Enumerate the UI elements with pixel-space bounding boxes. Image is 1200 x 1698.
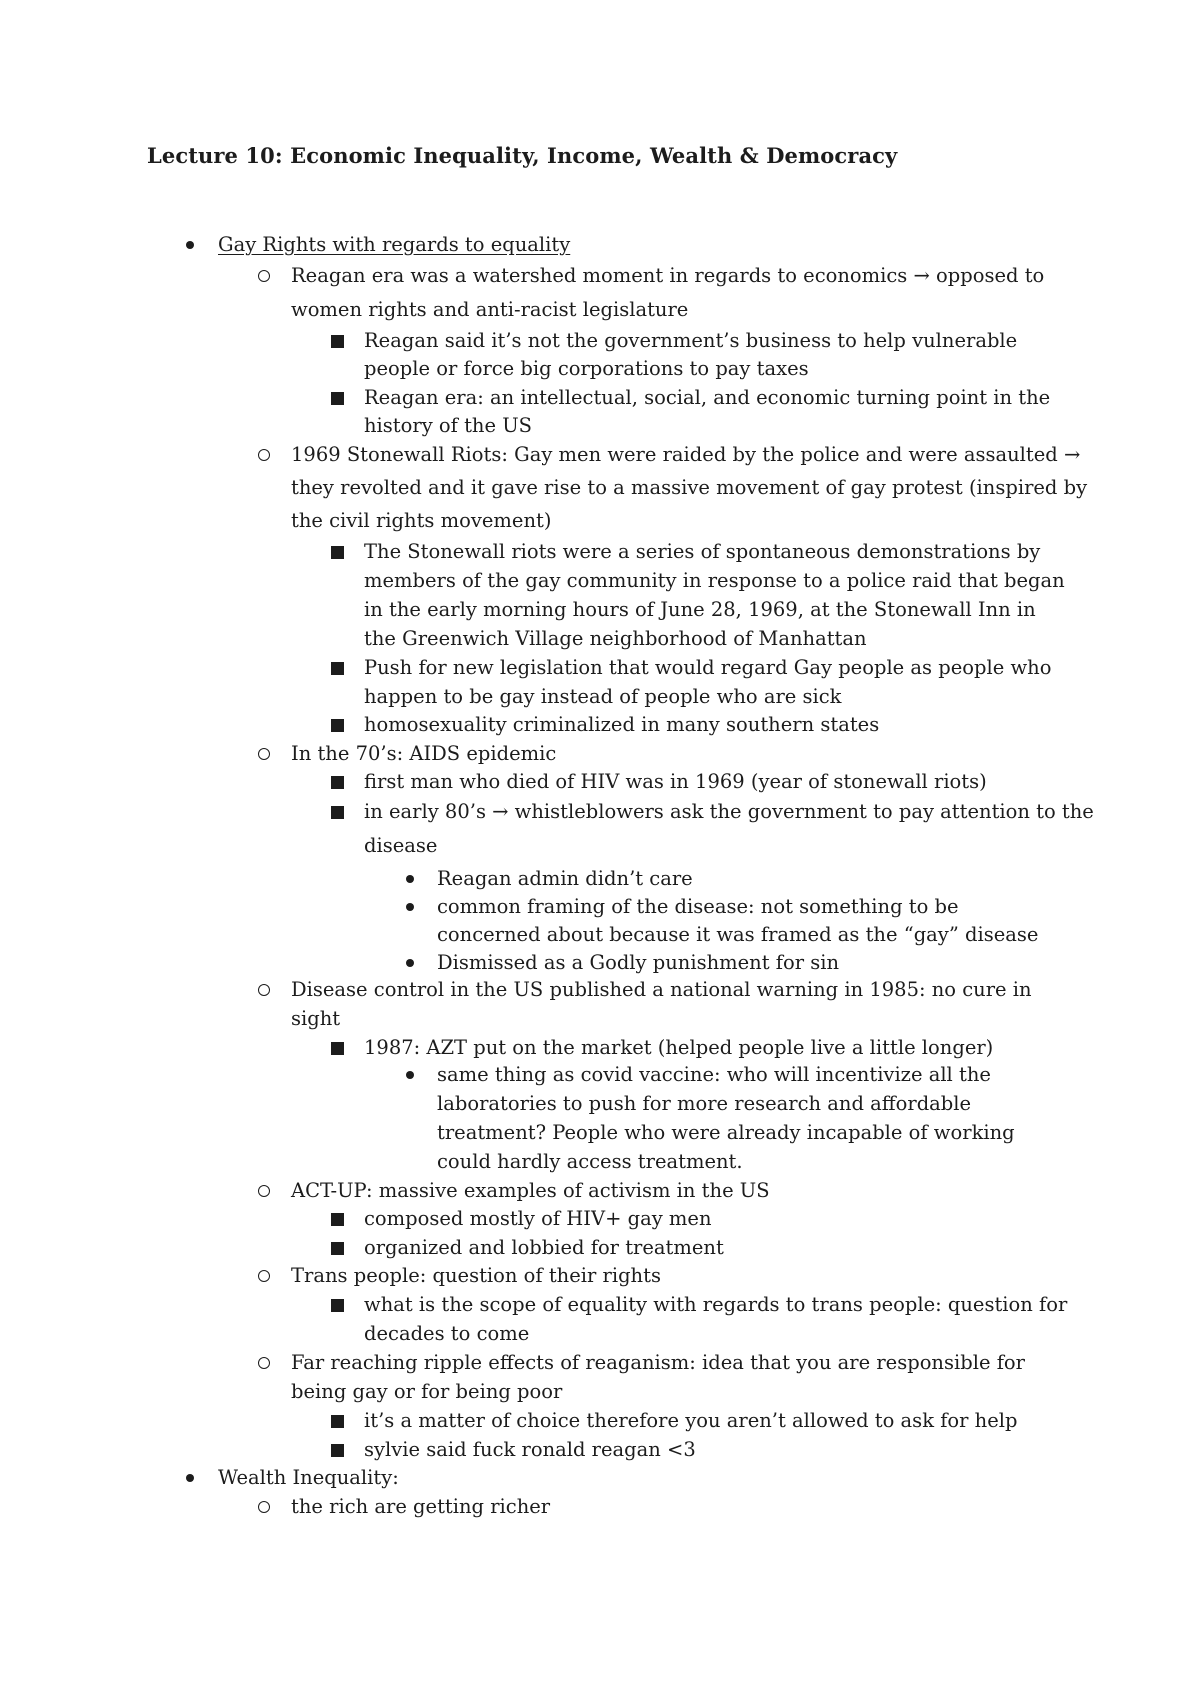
outline-line: women rights and anti-racist legislature <box>291 298 689 321</box>
outline-line: they revolted and it gave rise to a massive movement of gay protest (inspired by <box>291 476 1088 499</box>
bullet-square-icon <box>331 1299 344 1312</box>
outline-line: homosexuality criminalized in many southern states <box>364 713 880 736</box>
outline-line: composed mostly of HIV+ gay men <box>364 1207 712 1230</box>
outline-line: people or force big corporations to pay taxes <box>364 357 809 380</box>
outline-line: Reagan said it’s not the government’s business to help vulnerable <box>364 329 1018 352</box>
bullet-circle-icon <box>258 1501 270 1513</box>
outline-line: same thing as covid vaccine: who will incentivize all the <box>437 1063 991 1086</box>
outline-line: happen to be gay instead of people who are sick <box>364 685 842 708</box>
bullet-dot-icon <box>406 959 414 967</box>
outline-line: The Stonewall riots were a series of spontaneous demonstrations by <box>364 540 1041 563</box>
outline-line: could hardly access treatment. <box>437 1150 743 1173</box>
outline-line: Dismissed as a Godly punishment for sin <box>437 951 840 974</box>
bullet-dot-icon <box>186 1474 194 1482</box>
outline-line: the civil rights movement) <box>291 509 552 532</box>
outline-line: concerned about because it was framed as the “gay” disease <box>437 923 1039 946</box>
outline-line: first man who died of HIV was in 1969 (year of stonewall riots) <box>364 770 987 793</box>
bullet-circle-icon <box>258 449 270 461</box>
bullet-square-icon <box>331 1415 344 1428</box>
bullet-dot-icon <box>406 1071 414 1079</box>
outline-line: disease <box>364 834 438 857</box>
outline-line: in the early morning hours of June 28, 1969, at the Stonewall Inn in <box>364 598 1036 621</box>
outline-line: common framing of the disease: not something to be <box>437 895 959 918</box>
outline-line: 1969 Stonewall Riots: Gay men were raided by the police and were assaulted → <box>291 443 1081 466</box>
outline-line: treatment? People who were already incapable of working <box>437 1121 1015 1144</box>
outline-line: it’s a matter of choice therefore you aren’t allowed to ask for help <box>364 1409 1018 1432</box>
outline-line: In the 70’s: AIDS epidemic <box>291 742 557 765</box>
bullet-circle-icon <box>258 270 270 282</box>
outline-line: ACT-UP: massive examples of activism in the US <box>291 1179 770 1202</box>
outline-line: Reagan era was a watershed moment in regards to economics → opposed to <box>291 264 1045 287</box>
bullet-square-icon <box>331 1444 344 1457</box>
bullet-square-icon <box>331 719 344 732</box>
document-title: Lecture 10: Economic Inequality, Income, Wealth & Democracy <box>147 143 898 168</box>
outline-line: the Greenwich Village neighborhood of Manhattan <box>364 627 867 650</box>
bullet-circle-icon <box>258 984 270 996</box>
bullet-square-icon <box>331 335 344 348</box>
outline-line: Wealth Inequality: <box>218 1466 399 1489</box>
outline-line: history of the US <box>364 414 532 437</box>
bullet-circle-icon <box>258 1185 270 1197</box>
bullet-square-icon <box>331 662 344 675</box>
bullet-square-icon <box>331 1042 344 1055</box>
outline-line: Reagan era: an intellectual, social, and economic turning point in the <box>364 386 1051 409</box>
outline-line: Gay Rights with regards to equality <box>218 233 571 256</box>
outline-line: organized and lobbied for treatment <box>364 1236 724 1259</box>
bullet-dot-icon <box>406 875 414 883</box>
bullet-square-icon <box>331 392 344 405</box>
bullet-circle-icon <box>258 1357 270 1369</box>
outline-line: Far reaching ripple effects of reaganism: idea that you are responsible for <box>291 1351 1025 1374</box>
bullet-circle-icon <box>258 1270 270 1282</box>
outline-line: Trans people: question of their rights <box>291 1264 661 1287</box>
bullet-square-icon <box>331 1242 344 1255</box>
outline-line: Push for new legislation that would regard Gay people as people who <box>364 656 1052 679</box>
bullet-square-icon <box>331 806 344 819</box>
outline-line: laboratories to push for more research and affordable <box>437 1092 972 1115</box>
bullet-circle-icon <box>258 748 270 760</box>
bullet-square-icon <box>331 776 344 789</box>
outline-line: 1987: AZT put on the market (helped people live a little longer) <box>364 1036 994 1059</box>
bullet-dot-icon <box>186 241 194 249</box>
bullet-square-icon <box>331 546 344 559</box>
bullet-square-icon <box>331 1213 344 1226</box>
outline-line: sylvie said fuck ronald reagan <3 <box>364 1438 696 1461</box>
outline-line: the rich are getting richer <box>291 1495 551 1518</box>
outline-line: sight <box>291 1007 341 1030</box>
outline-line: decades to come <box>364 1322 530 1345</box>
outline-line: in early 80’s → whistleblowers ask the government to pay attention to the <box>364 800 1094 823</box>
bullet-dot-icon <box>406 903 414 911</box>
outline-line: Reagan admin didn’t care <box>437 867 693 890</box>
outline-line: members of the gay community in response to a police raid that began <box>364 569 1065 592</box>
outline-line: what is the scope of equality with regards to trans people: question for <box>364 1293 1068 1316</box>
outline-line: being gay or for being poor <box>291 1380 563 1403</box>
outline-line: Disease control in the US published a national warning in 1985: no cure in <box>291 978 1032 1001</box>
